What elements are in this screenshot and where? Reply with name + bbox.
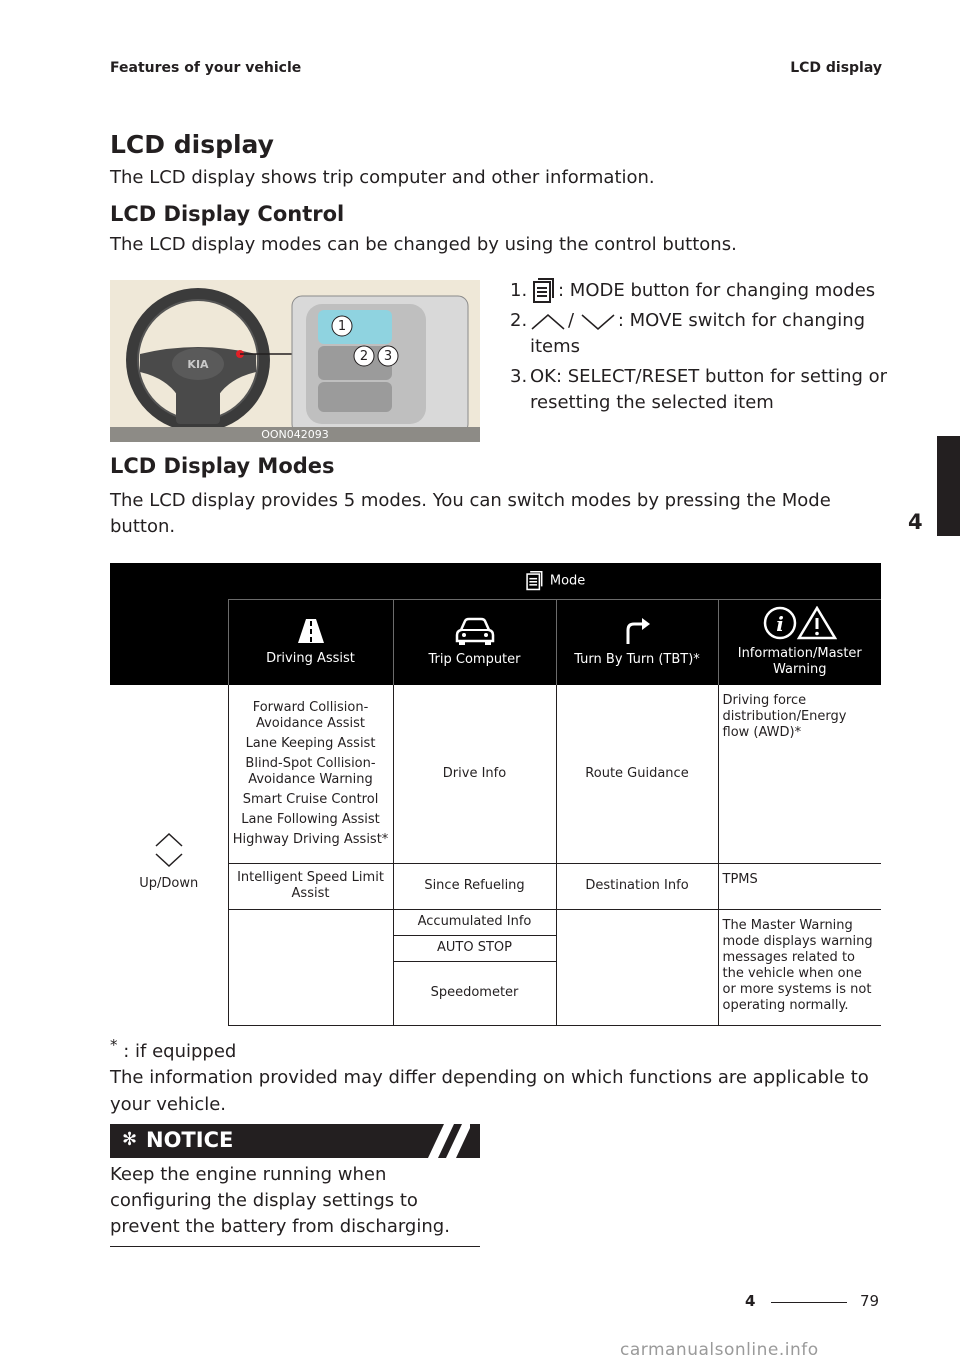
tbt-destination-info: Destination Info: [556, 863, 718, 909]
footnote-text: : if equipped: [123, 1041, 237, 1062]
notice-text: Keep the engine running when configuring the display settings to prevent the battery from discharging.: [110, 1164, 450, 1237]
header-chapter: Features of your vehicle: [110, 60, 302, 76]
chevron-down-icon: [580, 311, 616, 331]
control-title: LCD Display Control: [110, 202, 345, 226]
chapter-tab: [937, 436, 960, 536]
control-item-move-text: : MOVE switch for changing items: [530, 310, 866, 357]
control-item-number: 3.: [510, 366, 528, 387]
empty-cell: [110, 909, 228, 935]
header-topic: LCD display: [790, 60, 882, 76]
control-item-ok-text: OK: SELECT/RESET button for setting or resetting the selected item: [530, 366, 888, 413]
section-intro: The LCD display shows trip computer and other information.: [110, 167, 655, 188]
figure-code: OON042093: [110, 427, 480, 442]
callout-3: 3: [383, 349, 393, 364]
driving-assist-item: Lane Following Assist: [241, 811, 380, 827]
control-item-mode-text: : MODE button for changing modes: [558, 280, 876, 301]
column-label: Turn By Turn (TBT)*: [574, 652, 700, 668]
control-button-list: [510, 278, 890, 420]
empty-cell: [556, 909, 718, 1025]
empty-cell: [110, 961, 228, 1025]
control-intro: The LCD display modes can be changed by using the control buttons.: [110, 234, 737, 255]
asterisk-icon: ✻: [122, 1129, 138, 1150]
control-item-number: 1.: [510, 280, 528, 301]
column-turn-by-turn: [556, 599, 718, 685]
mode-label: Mode: [549, 573, 586, 589]
notice-header: [110, 1124, 480, 1158]
control-item-mode: [510, 278, 890, 304]
lane-icon: [296, 617, 326, 645]
control-item-ok: [510, 364, 890, 416]
info-warning-icon: [763, 606, 837, 640]
trip-accumulated-info: Accumulated Info: [393, 909, 556, 935]
control-item-text: [530, 308, 890, 360]
control-item-text: [530, 278, 890, 304]
trip-auto-stop: AUTO STOP: [393, 935, 556, 961]
footer-section-number: 4: [745, 1292, 756, 1310]
notice-divider: [110, 1246, 480, 1247]
lcd-modes-table: [110, 563, 881, 1026]
page-number: 79: [860, 1292, 880, 1310]
footnote: [110, 1036, 236, 1062]
trip-since-refueling: Since Refueling: [393, 863, 556, 909]
footer-divider: [771, 1302, 847, 1303]
driving-assist-item: Smart Cruise Control: [242, 791, 379, 807]
up-down-icon: [154, 830, 184, 870]
driving-assist-isla: Intelligent Speed Limit Assist: [228, 863, 393, 909]
driving-assist-item: Forward Collision-Avoidance Assist: [252, 699, 369, 731]
driving-assist-item: Blind-Spot Collision-Avoidance Warning: [245, 755, 376, 787]
control-item-sep: /: [568, 310, 575, 331]
column-label: Driving Assist: [266, 651, 355, 667]
car-icon: [455, 616, 495, 646]
control-item-number: 2.: [510, 310, 528, 331]
column-label: Information/Master Warning: [737, 646, 862, 678]
trip-speedometer: Speedometer: [393, 961, 556, 1025]
empty-cell: [110, 935, 228, 961]
empty-cell: [228, 909, 393, 1025]
info-tpms: TPMS: [718, 863, 881, 909]
modes-intro: The LCD display provides 5 modes. You can switch modes by pressing the Mode button.: [110, 490, 831, 537]
svg-text:KIA: KIA: [187, 358, 209, 371]
row-label-up-down: [110, 685, 228, 909]
callout-2: 2: [359, 349, 369, 364]
row-label: Up/Down: [139, 875, 199, 891]
callout-1: 1: [337, 319, 347, 334]
column-driving-assist: [228, 599, 393, 685]
info-driving-force: Driving force distribution/Energy flow (AWD)*: [718, 685, 881, 863]
column-information-warning: [718, 599, 881, 685]
column-trip-computer: [393, 599, 556, 685]
mode-icon: [530, 278, 556, 304]
tbt-route-guidance: Route Guidance: [556, 685, 718, 863]
notice-title: NOTICE: [146, 1128, 234, 1152]
driving-assist-item: Lane Keeping Assist: [245, 735, 376, 751]
section-title: LCD display: [110, 130, 274, 159]
turn-arrow-icon: [622, 616, 652, 646]
table-mode-header: [228, 563, 881, 599]
steering-wheel-figure: [110, 280, 480, 442]
footnote-mark: *: [110, 1036, 118, 1054]
chevron-up-icon: [530, 311, 566, 331]
driving-assist-item: Highway Driving Assist*: [232, 831, 389, 847]
driving-assist-items: [228, 685, 393, 863]
mode-icon: [524, 570, 544, 592]
modes-title: LCD Display Modes: [110, 454, 335, 478]
table-corner: [110, 563, 228, 685]
slash-decoration-icon: [410, 1124, 470, 1158]
chapter-tab-number: 4: [908, 510, 923, 534]
watermark: carmanualsonline.info: [620, 1340, 819, 1360]
callout-numbers: [110, 280, 480, 442]
column-label: Trip Computer: [428, 652, 521, 668]
trip-drive-info: Drive Info: [393, 685, 556, 863]
control-item-move: [510, 308, 890, 360]
svg-text:i: i: [775, 612, 784, 637]
applicability-note: The information provided may differ depending on which functions are applicable to your vehicle.: [110, 1067, 869, 1115]
info-master-warning: The Master Warning mode displays warning messages related to the vehicle when one or more systems is not operating normally.: [718, 909, 881, 1025]
